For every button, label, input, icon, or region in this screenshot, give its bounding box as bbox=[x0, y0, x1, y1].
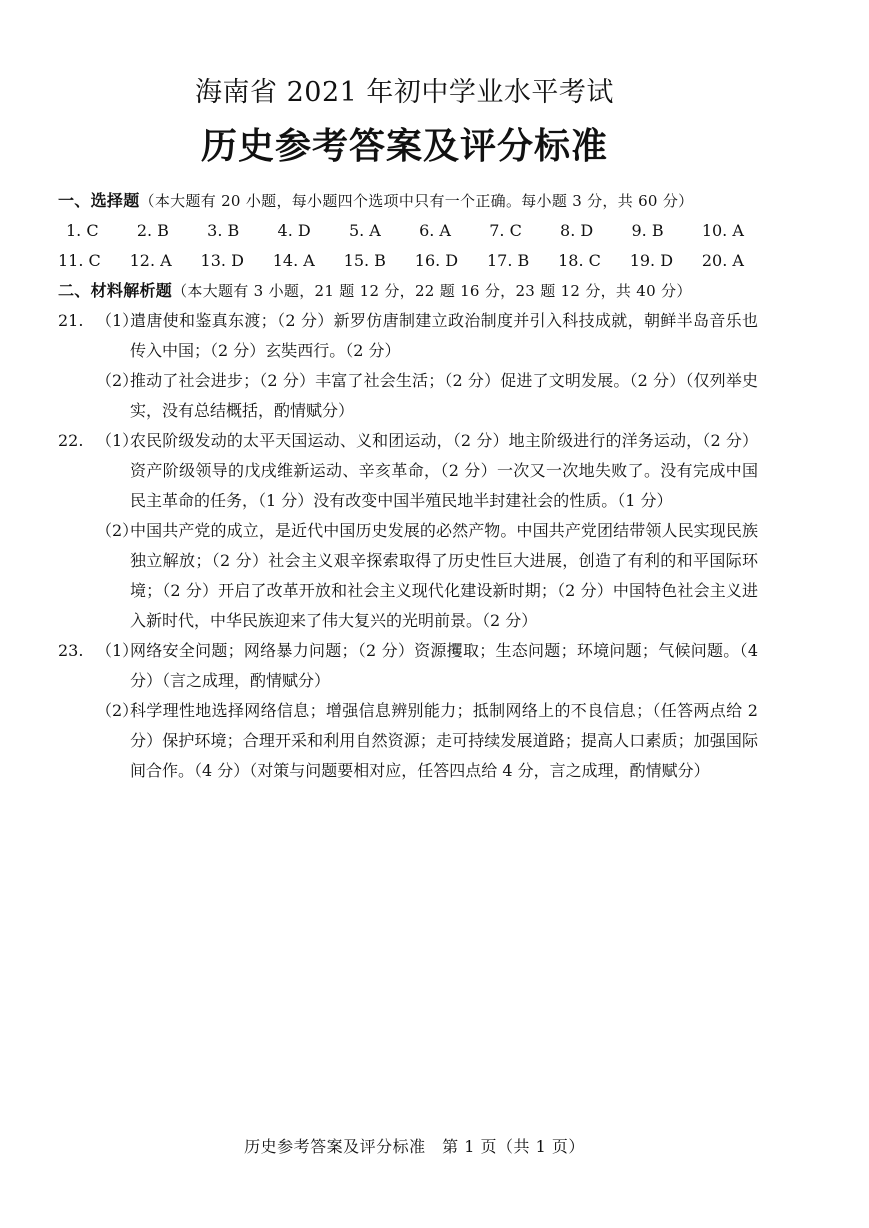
section1-label: 一、选择题 bbox=[58, 191, 140, 210]
part-number: （2） bbox=[96, 701, 139, 720]
answer-item: 3. B bbox=[207, 221, 240, 240]
answer-content bbox=[58, 186, 758, 786]
part-text: 中国共产党的成立，是近代中国历史发展的必然产物。中国共产党团结带领人民实现民族独立解放；（2 分）社会主义艰辛探索取得了历史性巨大进展，创造了有利的和平国际环境；（2 分）开启了改革开放和社会主义现代化建设新时期；（2 分）中国特色社会主义进入新时代，中华民族迎来了伟大复兴的光明前景。（2 分） bbox=[130, 521, 758, 630]
answer-item: 19. D bbox=[629, 251, 674, 270]
question-number: 21. bbox=[58, 311, 84, 330]
question-number: 23. bbox=[58, 641, 84, 660]
document-subtitle: 历史参考答案及评分标准 bbox=[200, 126, 608, 167]
answer-item: 18. C bbox=[558, 251, 601, 270]
answer-item: 1. C bbox=[66, 221, 99, 240]
answer-item: 7. C bbox=[489, 221, 522, 240]
question-22 bbox=[58, 426, 758, 636]
section1-note: （本大题有 20 小题，每小题四个选项中只有一个正确。每小题 3 分，共 60 分） bbox=[139, 192, 694, 210]
question-body bbox=[96, 636, 758, 786]
answer-item: 9. B bbox=[631, 221, 664, 240]
answer-item: 10. A bbox=[701, 221, 744, 240]
question-23 bbox=[58, 636, 758, 786]
part-text: 科学理性地选择网络信息；增强信息辨别能力；抵制网络上的不良信息；（任答两点给 2 分）保护环境；合理开采和利用自然资源；走可持续发展道路；提高人口素质；加强国际间合作。（4 分）（对策与问题要相对应，任答四点给 4 分，言之成理，酌情赋分） bbox=[130, 701, 758, 780]
part-number: （2） bbox=[96, 521, 139, 540]
section2-note: （本大题有 3 小题，21 题 12 分，22 题 16 分，23 题 12 分，共 40 分） bbox=[172, 282, 692, 300]
part-text: 推动了社会进步；（2 分）丰富了社会生活；（2 分）促进了文明发展。（2 分）（仅列举史实，没有总结概括，酌情赋分） bbox=[130, 371, 758, 420]
question-part bbox=[96, 696, 758, 786]
answer-item: 2. B bbox=[136, 221, 169, 240]
part-text: 遣唐使和鉴真东渡；（2 分）新罗仿唐制建立政治制度并引入科技成就，朝鲜半岛音乐也传入中国；（2 分）玄奘西行。（2 分） bbox=[130, 311, 758, 360]
question-part bbox=[96, 636, 758, 696]
answer-item: 8. D bbox=[560, 221, 594, 240]
part-number: （1） bbox=[96, 431, 139, 450]
part-text: 农民阶级发动的太平天国运动、义和团运动，（2 分）地主阶级进行的洋务运动，（2 分）资产阶级领导的戊戌维新运动、辛亥革命，（2 分）一次又一次地失败了。没有完成中国民主革命的任务，（1 分）没有改变中国半殖民地半封建社会的性质。（1 分） bbox=[130, 431, 758, 510]
section2-label: 二、材料解析题 bbox=[58, 281, 173, 300]
question-part bbox=[96, 426, 758, 516]
part-number: （1） bbox=[96, 641, 139, 660]
answer-item: 6. A bbox=[419, 221, 451, 240]
answer-item: 15. B bbox=[343, 251, 386, 270]
section1-header bbox=[58, 186, 758, 216]
question-number: 22. bbox=[58, 431, 84, 450]
question-part bbox=[96, 306, 758, 366]
answer-item: 4. D bbox=[277, 221, 311, 240]
part-number: （2） bbox=[96, 371, 139, 390]
question-part bbox=[96, 516, 758, 636]
part-text: 网络安全问题；网络暴力问题；（2 分）资源攫取；生态问题；环境问题；气候问题。（4 分）（言之成理，酌情赋分） bbox=[130, 641, 758, 690]
exam-title: 海南省 2021 年初中学业水平考试 bbox=[195, 77, 614, 108]
part-number: （1） bbox=[96, 311, 139, 330]
question-body bbox=[96, 306, 758, 426]
answer-row-1 bbox=[58, 216, 758, 246]
answer-item: 14. A bbox=[272, 251, 315, 270]
section2-header bbox=[58, 276, 758, 306]
page-footer: 历史参考答案及评分标准 第 1 页（共 1 页） bbox=[244, 1137, 585, 1156]
answer-item: 11. C bbox=[58, 251, 101, 270]
answer-item: 17. B bbox=[486, 251, 530, 270]
answer-item: 13. D bbox=[200, 251, 244, 270]
answer-item: 16. D bbox=[414, 251, 459, 270]
question-body bbox=[96, 426, 758, 636]
question-part bbox=[96, 366, 758, 426]
answer-item: 12. A bbox=[129, 251, 172, 270]
answer-item: 5. A bbox=[348, 221, 381, 240]
answer-row-2 bbox=[58, 246, 758, 276]
question-21 bbox=[58, 306, 758, 426]
answer-item: 20. A bbox=[701, 251, 744, 270]
